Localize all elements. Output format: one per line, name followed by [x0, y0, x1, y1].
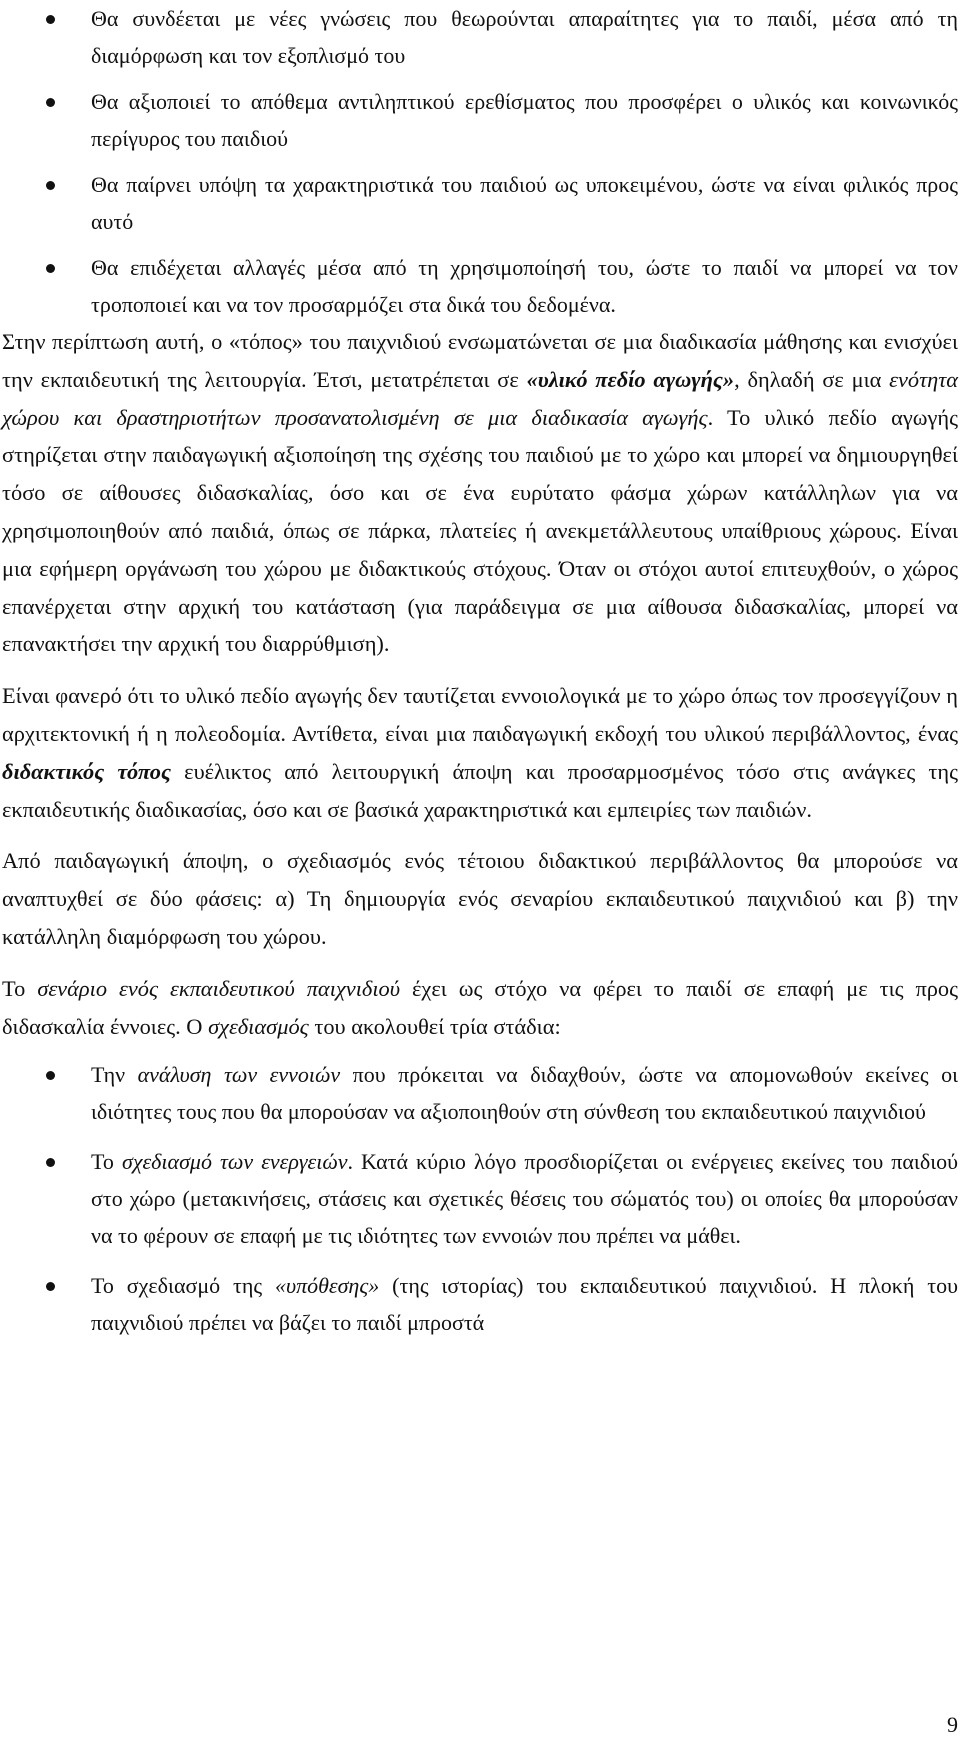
emphasis-action-design: σχεδιασμό των ενεργειών	[121, 1149, 348, 1175]
text-run: Το σχεδιασμό της	[91, 1273, 275, 1299]
text-run: που πρόκειται να διδαχθούν, ώστε να απομονωθούν εκείνες οι ιδιότητες τους που θα μπορούσαν να αξιοποιηθούν στη σύνθεση του εκπαιδευτικού παιχνιδιού	[91, 1062, 958, 1125]
list-item: Θα επιδέχεται αλλαγές μέσα από τη χρησιμοποίησή του, ώστε το παιδί να μπορεί να τον τροποποιεί και να τον προσαρμόζει στα δικά του δεδομένα.	[0, 249, 960, 323]
list-item: Θα αξιοποιεί το απόθεμα αντιληπτικού ερεθίσματος που προσφέρει ο υλικός και κοινωνικός περίγυρος του παιδιού	[0, 83, 960, 157]
text-run: ευέλικτος από λειτουργική άποψη και προσαρμοσμένος τόσο στις ανάγκες της εκπαιδευτικής διαδικασίας, όσο και σε βασικά χαρακτηριστικά και εμπειρίες των παιδιών.	[2, 758, 958, 822]
text-run: . Κατά κύριο λόγο προσδιορίζεται οι ενέργειες εκείνες του παιδιού στο χώρο (μετακινήσεις, στάσεις και σχετικές θέσεις του σώματός του) οι οποίες θα μπορούσαν να το φέρουν σε επαφή με τις ιδιότητες των εννοιών που πρέπει να μάθει.	[91, 1149, 958, 1249]
emphasis-didactic-place: διδακτικός τόπος	[2, 758, 171, 784]
page-number: 9	[947, 1712, 958, 1737]
paragraph-material-field	[0, 323, 960, 663]
text-run: , δηλαδή σε μια	[734, 366, 890, 392]
emphasis-plot: «υπόθεσης»	[274, 1273, 380, 1299]
text-run: Την	[91, 1062, 138, 1088]
bullet-list-stages	[0, 1056, 960, 1341]
text-run: (της ιστορίας) του εκπαιδευτικού παιχνιδιού. Η πλοκή του παιχνιδιού πρέπει να βάζει το παιδί μπροστά	[91, 1273, 958, 1336]
text-run: έχει ως στόχο να φέρει το παιδί σε επαφή με τις προς διδασκαλία έννοιες. Ο	[2, 975, 958, 1039]
bullet-list-top	[0, 0, 960, 323]
emphasis-material-field: «υλικό πεδίο αγωγής»	[526, 366, 735, 392]
list-item	[0, 1267, 960, 1341]
emphasis-design: σχεδιασμός	[208, 1013, 309, 1039]
list-item: Θα παίρνει υπόψη τα χαρακτηριστικά του παιδιού ως υποκειμένου, ώστε να είναι φιλικός προς αυτό	[0, 166, 960, 240]
emphasis-unit-of-space: ενότητα χώρου και δραστηριοτήτων προσανατολισμένη σε μια διαδικασία αγωγής	[2, 366, 959, 430]
emphasis-concept-analysis: ανάλυση των εννοιών	[137, 1062, 341, 1088]
text-run: του ακολουθεί τρία στάδια:	[308, 1013, 561, 1039]
paragraph-design-phases: Από παιδαγωγική άποψη, ο σχεδιασμός ενός τέτοιου διδακτικού περιβάλλοντος θα μπορούσε να αναπτυχθεί σε δύο φάσεις: α) Τη δημιουργία ενός σεναρίου εκπαιδευτικού παιχνιδιού και β) την κατάλληλη διαμόρφωση του χώρου.	[2, 848, 958, 949]
text-run: . Το υλικό πεδίο αγωγής στηρίζεται στην παιδαγωγική αξιοποίηση της σχέσης του παιδιού με το χώρο και μπορεί να δημιουργηθεί τόσο σε αίθουσες διδασκαλίας, όσο και σε ένα ευρύτατο φάσμα χώρων κατάλληλων για να χρησιμοποιηθούν από παιδιά, όπως σε πάρκα, πλατείες ή ανεκμετάλλευτους υπαίθριους χώρους. Είναι μια εφήμερη οργάνωση του χώρου με διδακτικούς στόχους. Όταν οι στόχοι αυτοί επιτευχθούν, ο χώρος επανέρχεται στην αρχική του κατάσταση (για παράδειγμα σε μια αίθουσα διδασκαλίας, μπορεί να επανακτήσει την αρχική του διαρρύθμιση).	[2, 404, 958, 657]
list-item	[0, 1143, 960, 1254]
text-run: Στην περίπτωση αυτή, ο «τόπος» του παιχνιδιού ενσωματώνεται σε μια διαδικασία μάθησης και ενισχύει την εκπαιδευτική της λειτουργία. Έτσι, μετατρέπεται σε	[2, 329, 958, 392]
paragraph-game-scenario	[0, 970, 960, 1046]
emphasis-game-scenario: σενάριο ενός εκπαιδευτικού παιχνιδιού	[37, 975, 401, 1001]
paragraph-didactic-place	[0, 677, 960, 828]
text-run: Το	[2, 975, 38, 1001]
list-item	[0, 1056, 960, 1130]
text-run: Το	[91, 1149, 122, 1175]
list-item: Θα συνδέεται με νέες γνώσεις που θεωρούνται απαραίτητες για το παιδί, μέσα από τη διαμόρφωση και τον εξοπλισμό του	[0, 0, 960, 74]
text-run: Είναι φανερό ότι το υλικό πεδίο αγωγής δεν ταυτίζεται εννοιολογικά με το χώρο όπως τον προσεγγίζουν η αρχιτεκτονική ή η πολεοδομία. Αντίθετα, είναι μια παιδαγωγική εκδοχή του υλικού περιβάλλοντος, ένας	[2, 683, 958, 746]
